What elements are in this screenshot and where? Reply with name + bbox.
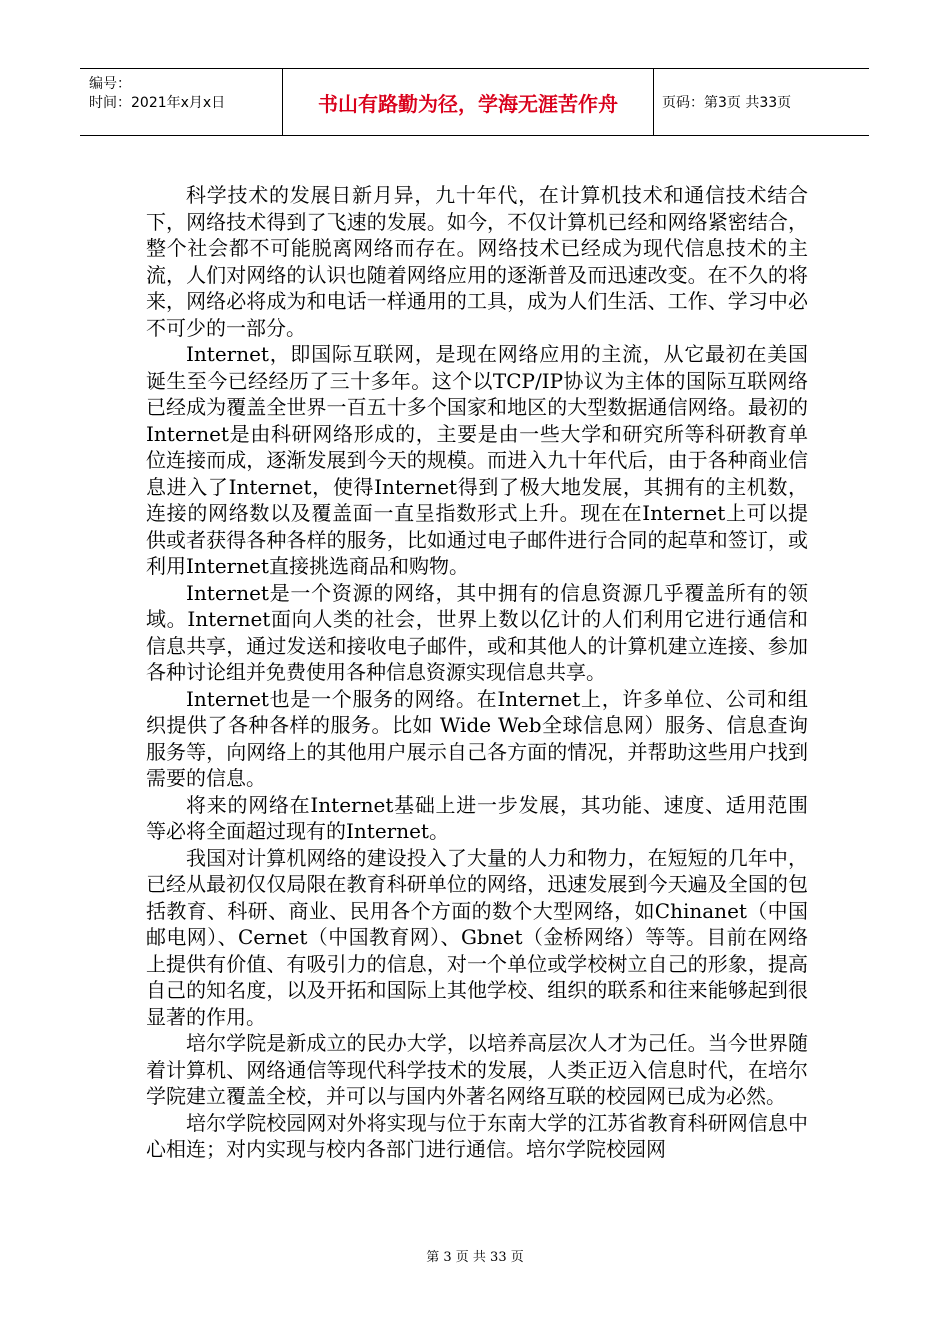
paragraph: 将来的网络在Internet基础上进一步发展，其功能、速度、适用范围等必将全面超过现有的Internet。 xyxy=(146,792,808,843)
paragraph: 我国对计算机网络的建设投入了大量的人力和物力，在短短的几年中，已经从最初仅仅局限在教育科研单位的网络，迅速发展到今天遍及全国的包括教育、科研、商业、民用各个方面的数个大型网络，如Chinanet（中国邮电网）、Cernet（中国教育网）、Gbnet（金桥网络）等等。目前在网络上提供有价值、有吸引力的信息，对一个单位或学校树立自己的形象，提高自己的知名度，以及开拓和国际上其他学校、组织的联系和往来能够起到很显著的作用。 xyxy=(146,845,808,1029)
paragraph: 培尔学院是新成立的民办大学，以培养高层次人才为己任。当今世界随着计算机、网络通信等现代科学技术的发展，人类正迈入信息时代，在培尔学院建立覆盖全校，并可以与国内外著名网络互联的校园网已成为必然。 xyxy=(146,1031,808,1108)
paragraph: Internet，即国际互联网，是现在网络应用的主流，从它最初在美国诞生至今已经经历了三十多年。这个以TCP/IP协议为主体的国际互联网络已经成为覆盖全世界一百五十多个国家和地区的大型数据通信网络。最初的Internet是由科研网络形成的，主要是由一些大学和研究所等科研教育单位连接而成，逐渐发展到今天的规模。而进入九十年代后，由于各种商业信息进入了Internet，使得Internet得到了极大地发展，其拥有的主机数，连接的网络数以及覆盖面一直呈指数形式上升。现在在Internet上可以提供或者获得各种各样的服务，比如通过电子邮件进行合同的起草和签订，或利用Internet直接挑选商品和购物。 xyxy=(146,342,808,578)
header-motto xyxy=(282,69,654,135)
document-number: 编号： xyxy=(89,76,131,92)
paragraph: 科学技术的发展日新月异，九十年代，在计算机技术和通信技术结合下，网络技术得到了飞速的发展。如今，不仅计算机已经和网络紧密结合，整个社会都不可能脱离网络而存在。网络技术已经成为现代信息技术的主流，人们对网络的认识也随着网络应用的逐渐普及而迅速改变。在不久的将来，网络必将成为和电话一样通用的工具，成为人们生活、工作、学习中必不可少的一部分。 xyxy=(146,183,808,340)
document-body xyxy=(146,182,808,1163)
page-header xyxy=(80,68,869,136)
page-footer xyxy=(0,1246,950,1265)
paragraph: 培尔学院校园网对外将实现与位于东南大学的江苏省教育科研网信息中心相连；对内实现与校内各部门进行通信。培尔学院校园网 xyxy=(146,1110,808,1161)
page-indicator: 页码：第3页 共33页 xyxy=(662,95,792,111)
footer-page-number: 第 3 页 共 33 页 xyxy=(426,1250,524,1265)
paragraph: Internet也是一个服务的网络。在Internet上，许多单位、公司和组织提供了各种各样的服务。比如 Wide Web全球信息网）服务、信息查询服务等，向网络上的其他用户展示自己各方面的情况，并帮助这些用户找到需要的信息。 xyxy=(146,686,808,790)
header-meta xyxy=(80,69,282,135)
motto-text: 书山有路勤为径，学海无涯苦作舟 xyxy=(318,91,618,116)
paragraph: Internet是一个资源的网络，其中拥有的信息资源几乎覆盖所有的领域。Internet面向人类的社会，世界上数以亿计的人们利用它进行通信和信息共享，通过发送和接收电子邮件，或和其他人的计算机建立连接、参加各种讨论组并免费使用各种信息资源实现信息共享。 xyxy=(146,580,808,684)
document-time: 时间：2021年x月x日 xyxy=(89,95,226,111)
header-page-info xyxy=(654,69,869,135)
